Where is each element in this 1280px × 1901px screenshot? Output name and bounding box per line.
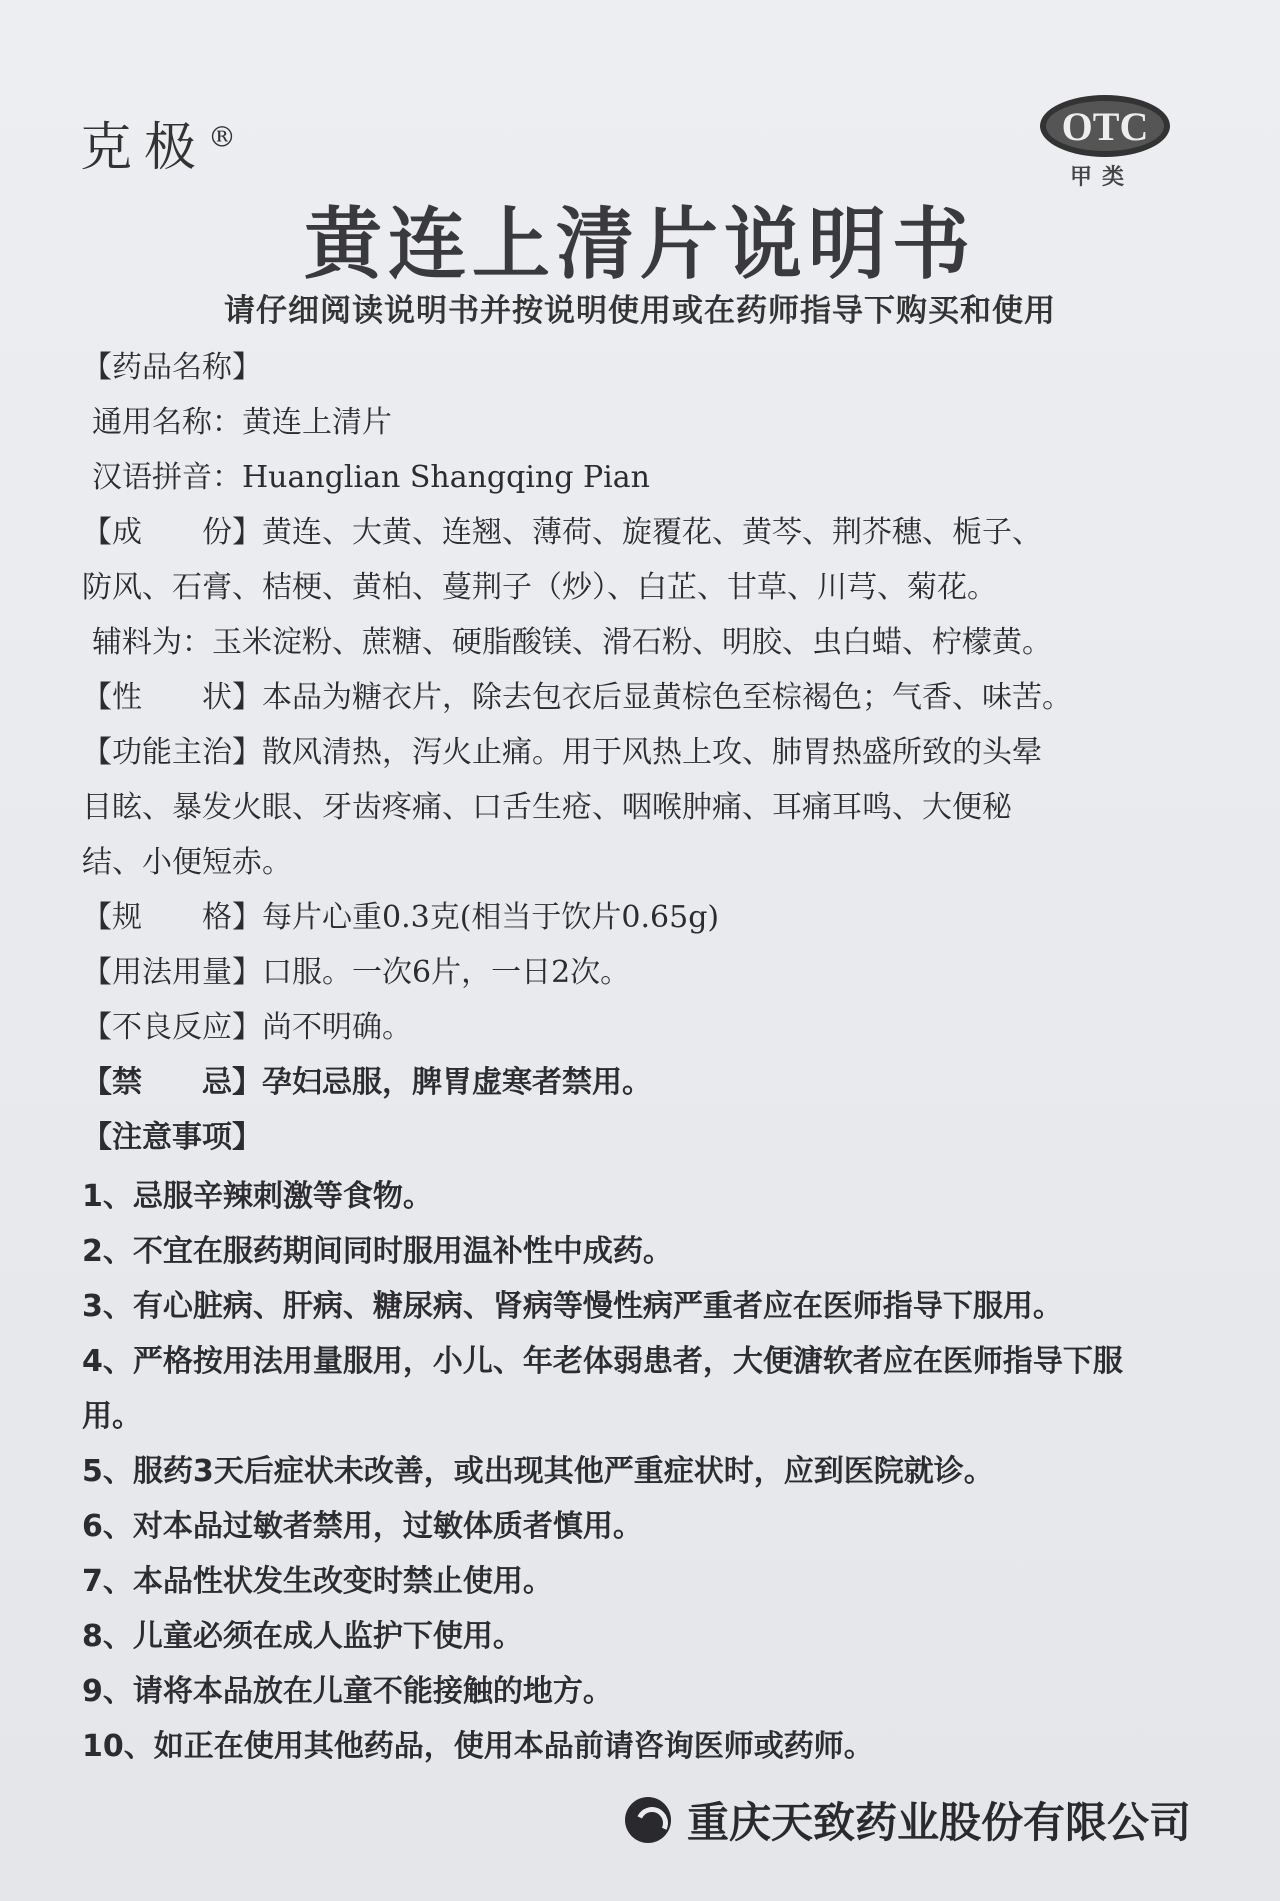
document-title: 黄连上清片说明书	[303, 200, 976, 290]
precaution-item: 8、儿童必须在成人监护下使用。	[82, 1619, 523, 1654]
registered-mark: ®	[208, 120, 237, 154]
otc-badge	[1040, 95, 1170, 157]
dosage: 【用法用量】口服。一次6片，一日2次。	[82, 955, 631, 990]
precaution-item: 2、不宜在服药期间同时服用温补性中成药。	[82, 1234, 673, 1269]
precaution-item: 4、严格按用法用量服用，小儿、年老体弱患者，大便溏软者应在医师指导下服用。	[82, 1344, 1123, 1434]
manufacturer-name: 重庆天致药业股份有限公司	[687, 1798, 1192, 1847]
indications-line-1: 【功能主治】散风清热，泻火止痛。用于风热上攻、肺胃热盛所致的头晕	[82, 735, 1042, 770]
precaution-item: 7、本品性状发生改变时禁止使用。	[82, 1564, 553, 1599]
indications-line-3: 结、小便短赤。	[82, 845, 292, 880]
brand-name	[80, 105, 236, 180]
precautions-header: 【注意事项】	[82, 1120, 262, 1155]
precaution-item: 3、有心脏病、肝病、糖尿病、肾病等慢性病严重者应在医师指导下服用。	[82, 1289, 1063, 1324]
ingredients-line-1: 【成 份】黄连、大黄、连翘、薄荷、旋覆花、黄芩、荆芥穗、栀子、	[82, 515, 1042, 550]
appearance: 【性 状】本品为糖衣片，除去包衣后显黄棕色至棕褐色；气香、味苦。	[82, 680, 1072, 715]
drug-name-header: 【药品名称】	[82, 350, 262, 385]
generic-name: 通用名称：黄连上清片	[92, 405, 392, 440]
precaution-item: 9、请将本品放在儿童不能接触的地方。	[82, 1674, 613, 1709]
company-logo-icon	[625, 1797, 671, 1843]
precautions-list	[82, 1169, 1192, 1774]
manufacturer	[625, 1790, 1191, 1850]
document-subtitle: 请仔细阅读说明书并按说明使用或在药师指导下购买和使用	[224, 293, 1056, 329]
otc-label: OTC	[1061, 103, 1149, 149]
adverse-reactions: 【不良反应】尚不明确。	[82, 1010, 412, 1045]
specification: 【规 格】每片心重0.3克(相当于饮片0.65g)	[82, 900, 720, 935]
ingredients-line-3: 辅料为：玉米淀粉、蔗糖、硬脂酸镁、滑石粉、明胶、虫白蜡、柠檬黄。	[92, 625, 1052, 660]
pinyin-name: 汉语拼音：Huanglian Shangqing Pian	[92, 460, 650, 495]
indications-line-2: 目眩、暴发火眼、牙齿疼痛、口舌生疮、咽喉肿痛、耳痛耳鸣、大便秘	[82, 790, 1012, 825]
precaution-item: 10、如正在使用其他药品，使用本品前请咨询医师或药师。	[82, 1729, 874, 1764]
brand-text: 克极	[80, 118, 209, 178]
precaution-item: 6、对本品过敏者禁用，过敏体质者慎用。	[82, 1509, 643, 1544]
leaflet-body	[82, 340, 1192, 1774]
otc-class-label: 甲类	[1070, 165, 1135, 190]
precaution-item: 1、忌服辛辣刺激等食物。	[82, 1179, 433, 1214]
precaution-item: 5、服药3天后症状未改善，或出现其他严重症状时，应到医院就诊。	[82, 1454, 994, 1489]
ingredients-line-2: 防风、石膏、桔梗、黄柏、蔓荆子（炒）、白芷、甘草、川芎、菊花。	[82, 570, 997, 605]
contraindications: 【禁 忌】孕妇忌服，脾胃虚寒者禁用。	[82, 1065, 652, 1100]
